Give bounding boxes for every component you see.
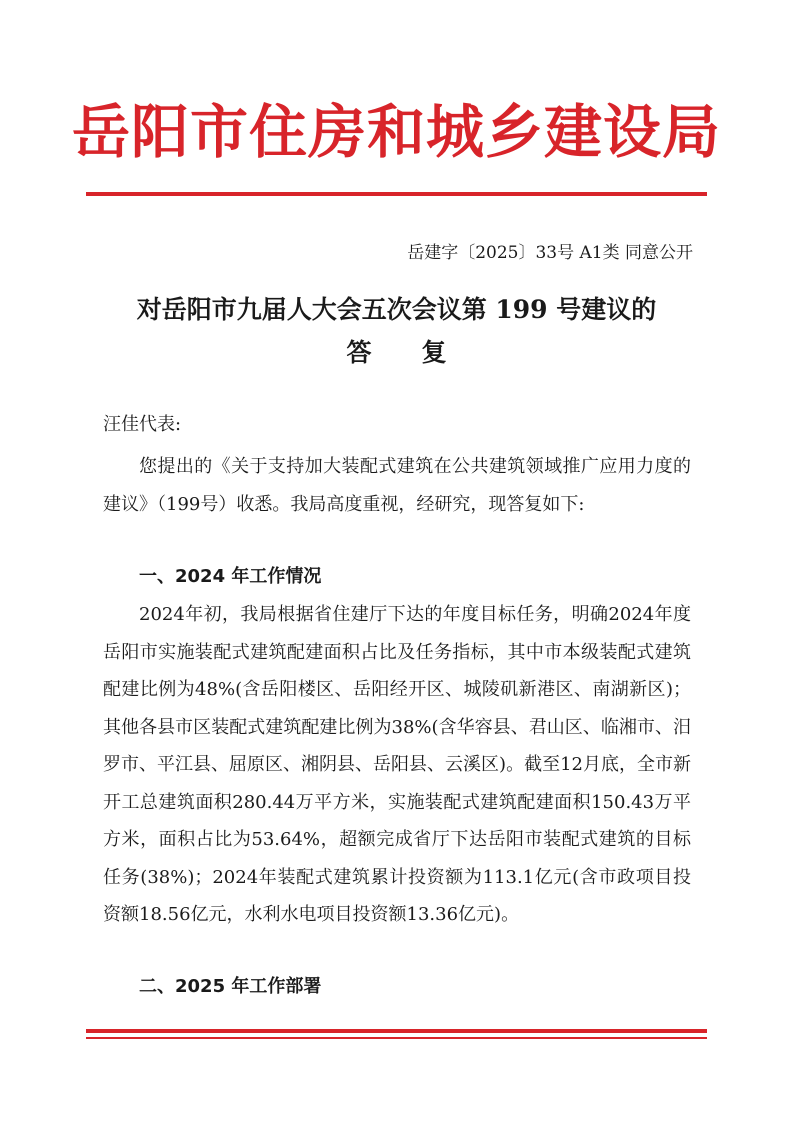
footer-rule-bottom xyxy=(86,1037,707,1039)
document-title-line-1: 对岳阳市九届人大会五次会议第 199 号建议的 xyxy=(136,295,657,324)
letterhead-rule xyxy=(86,192,707,196)
document-number: 岳建字〔2025〕33号 A1类 同意公开 xyxy=(407,243,693,263)
letterhead-org-name: 岳阳市住房和城乡建设局 xyxy=(71,98,721,166)
intro-paragraph: 您提出的《关于支持加大装配式建筑在公共建筑领域推广应用力度的建议》（199号）收悉。我局高度重视，经研究，现答复如下: xyxy=(103,456,691,515)
footer-rule-top xyxy=(86,1029,707,1033)
document-title-line-2: 答 复 xyxy=(346,338,447,367)
section-heading-2025: 二、2025 年工作部署 xyxy=(139,976,322,997)
work-2024-paragraph: 2024年初，我局根据省住建厅下达的年度目标任务，明确2024年度岳阳市实施装配式建筑配建面积占比及任务指标，其中市本级装配式建筑配建比例为48%(含岳阳楼区、岳阳经开区、城陵矶新港区、南湖新区)；其他各县市区装配式建筑配建比例为38%(含华容县、君山区、临湘市、汨罗市、平江县、屈原区、湘阴县、岳阳县、云溪区)。截至12月底，全市新开工总建筑面积280.44万平方米，实施装配式建筑配建面积150.43万平方米，面积占比为53.64%，超额完成省厅下达岳阳市装配式建筑的目标任务(38%)；2024年装配式建筑累计投资额为113.1亿元(含市政项目投资额18.56亿元，水利水电项目投资额13.36亿元)。 xyxy=(103,604,691,925)
salutation: 汪佳代表: xyxy=(103,414,182,435)
section-heading-2024: 一、2024 年工作情况 xyxy=(139,566,322,587)
